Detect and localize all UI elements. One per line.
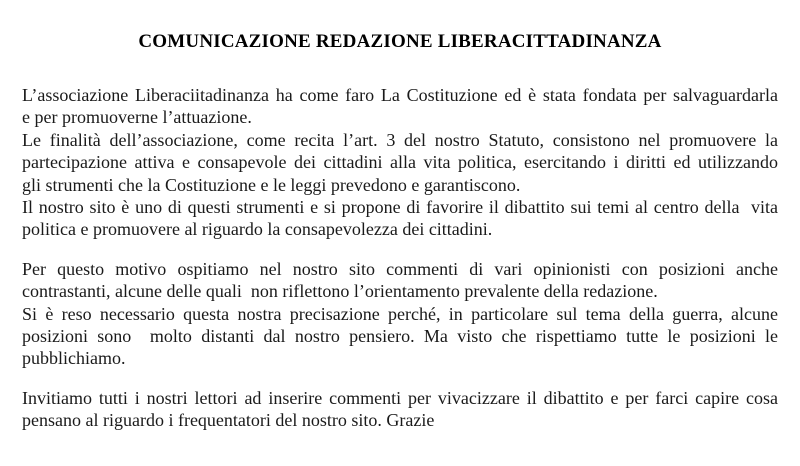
text-line: L’associazione Liberaciitadinanza ha come faro La Costituzione ed è stata fondata per salvaguardarla — [22, 85, 778, 105]
text-line: Il nostro sito è uno di questi strumenti e si propone di favorire il dibattito sui temi al centro della vita — [22, 197, 778, 218]
text-line: Le finalità dell’associazione, come recita l’art. 3 del nostro Statuto, consistono nel promuovere la — [22, 129, 778, 150]
text-line: Per questo motivo ospitiamo nel nostro sito commenti di vari opinionisti con posizioni anche — [22, 258, 778, 279]
text-line: partecipazione attiva e consapevole dei cittadini alla vita politica, esercitando i diritti ed utilizzando — [22, 152, 778, 173]
text-line: politica e promuovere al riguardo la consapevolezza dei cittadini. — [22, 219, 493, 240]
text-line: gli strumenti che la Costituzione e le leggi prevedono e garantiscono. — [22, 174, 521, 195]
text-line: pensano al riguardo i frequentatori del nostro sito. Grazie — [22, 410, 435, 431]
paragraph — [22, 84, 778, 241]
text-line: pubblichiamo. — [22, 348, 126, 369]
document-title: COMUNICAZIONE REDAZIONE LIBERACITTADINANZA — [138, 31, 662, 52]
text-line: Si è reso necessario questa nostra precisazione perché, in particolare sul tema della guerra, alcune — [22, 303, 778, 324]
text-line: posizioni sono molto distanti dal nostro pensiero. Ma visto che rispettiamo tutte le posizioni le — [22, 326, 778, 347]
document-body — [22, 84, 778, 432]
text-line: Invitiamo tutti i nostri lettori ad inserire commenti per vivacizzare il dibattito e per farci capire cosa — [22, 387, 778, 408]
paragraph — [22, 258, 778, 370]
paragraph — [22, 387, 778, 432]
text-line: contrastanti, alcune delle quali non riflettono l’orientamento prevalente della redazione. — [22, 281, 658, 302]
text-line: e per promuoverne l’attuazione. — [22, 107, 252, 128]
